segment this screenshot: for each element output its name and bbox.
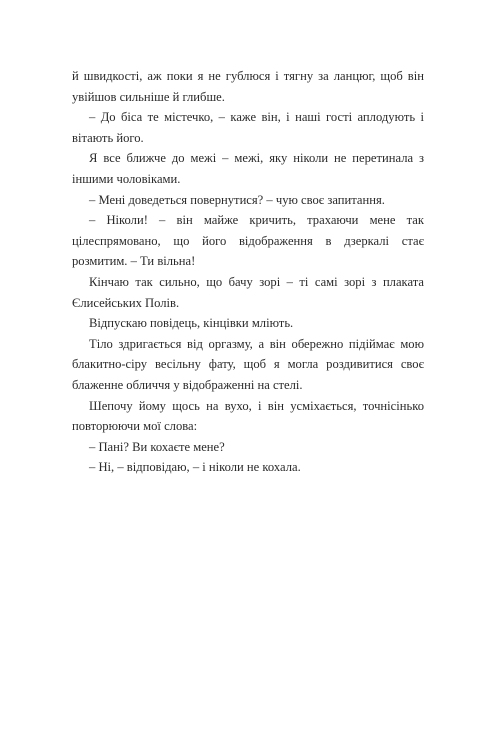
paragraph-5: – Ніколи! – він майже кричить, трахаючи мене так цілеспрямовано, що його відображення в дзеркалі стає розмитим. – Ти вільна! [72, 213, 424, 269]
paragraph-3: Я все ближче до межі – межі, яку ніколи не перетинала з іншими чоловіками. [72, 151, 424, 186]
paragraph-10: – Пані? Ви кохаєте мене? [89, 439, 225, 454]
paragraph-6: Кінчаю так сильно, що бачу зорі – ті самі зорі з плаката Єлисейських Полів. [72, 274, 424, 310]
paragraph-8: Тіло здригається від оргазму, а він обережно підіймає мою блакитно-сіру весільну фату, щоб я могла роздивитися своє блаженне обличчя у відображенні на стелі. [72, 336, 424, 392]
paragraph-4: – Мені доведеться повернутися? – чую своє запитання. [89, 192, 385, 207]
paragraph-7: Відпускаю повідець, кінцівки мліють. [89, 316, 294, 331]
body-text [72, 66, 424, 478]
paragraph-1: й швидкості, аж поки я не гублюся і тягну за ланцюг, щоб він увійшов сильніше й глибше. [72, 69, 424, 104]
paragraph-2: – До біса те містечко, – каже він, і наші гості аплодують і вітають його. [72, 110, 424, 145]
paragraph-11: – Ні, – відповідаю, – і ніколи не кохала. [89, 460, 301, 475]
paragraph-9: Шепочу йому щось на вухо, і він усміхається, точнісінько повторюючи мої слова: [72, 398, 424, 434]
